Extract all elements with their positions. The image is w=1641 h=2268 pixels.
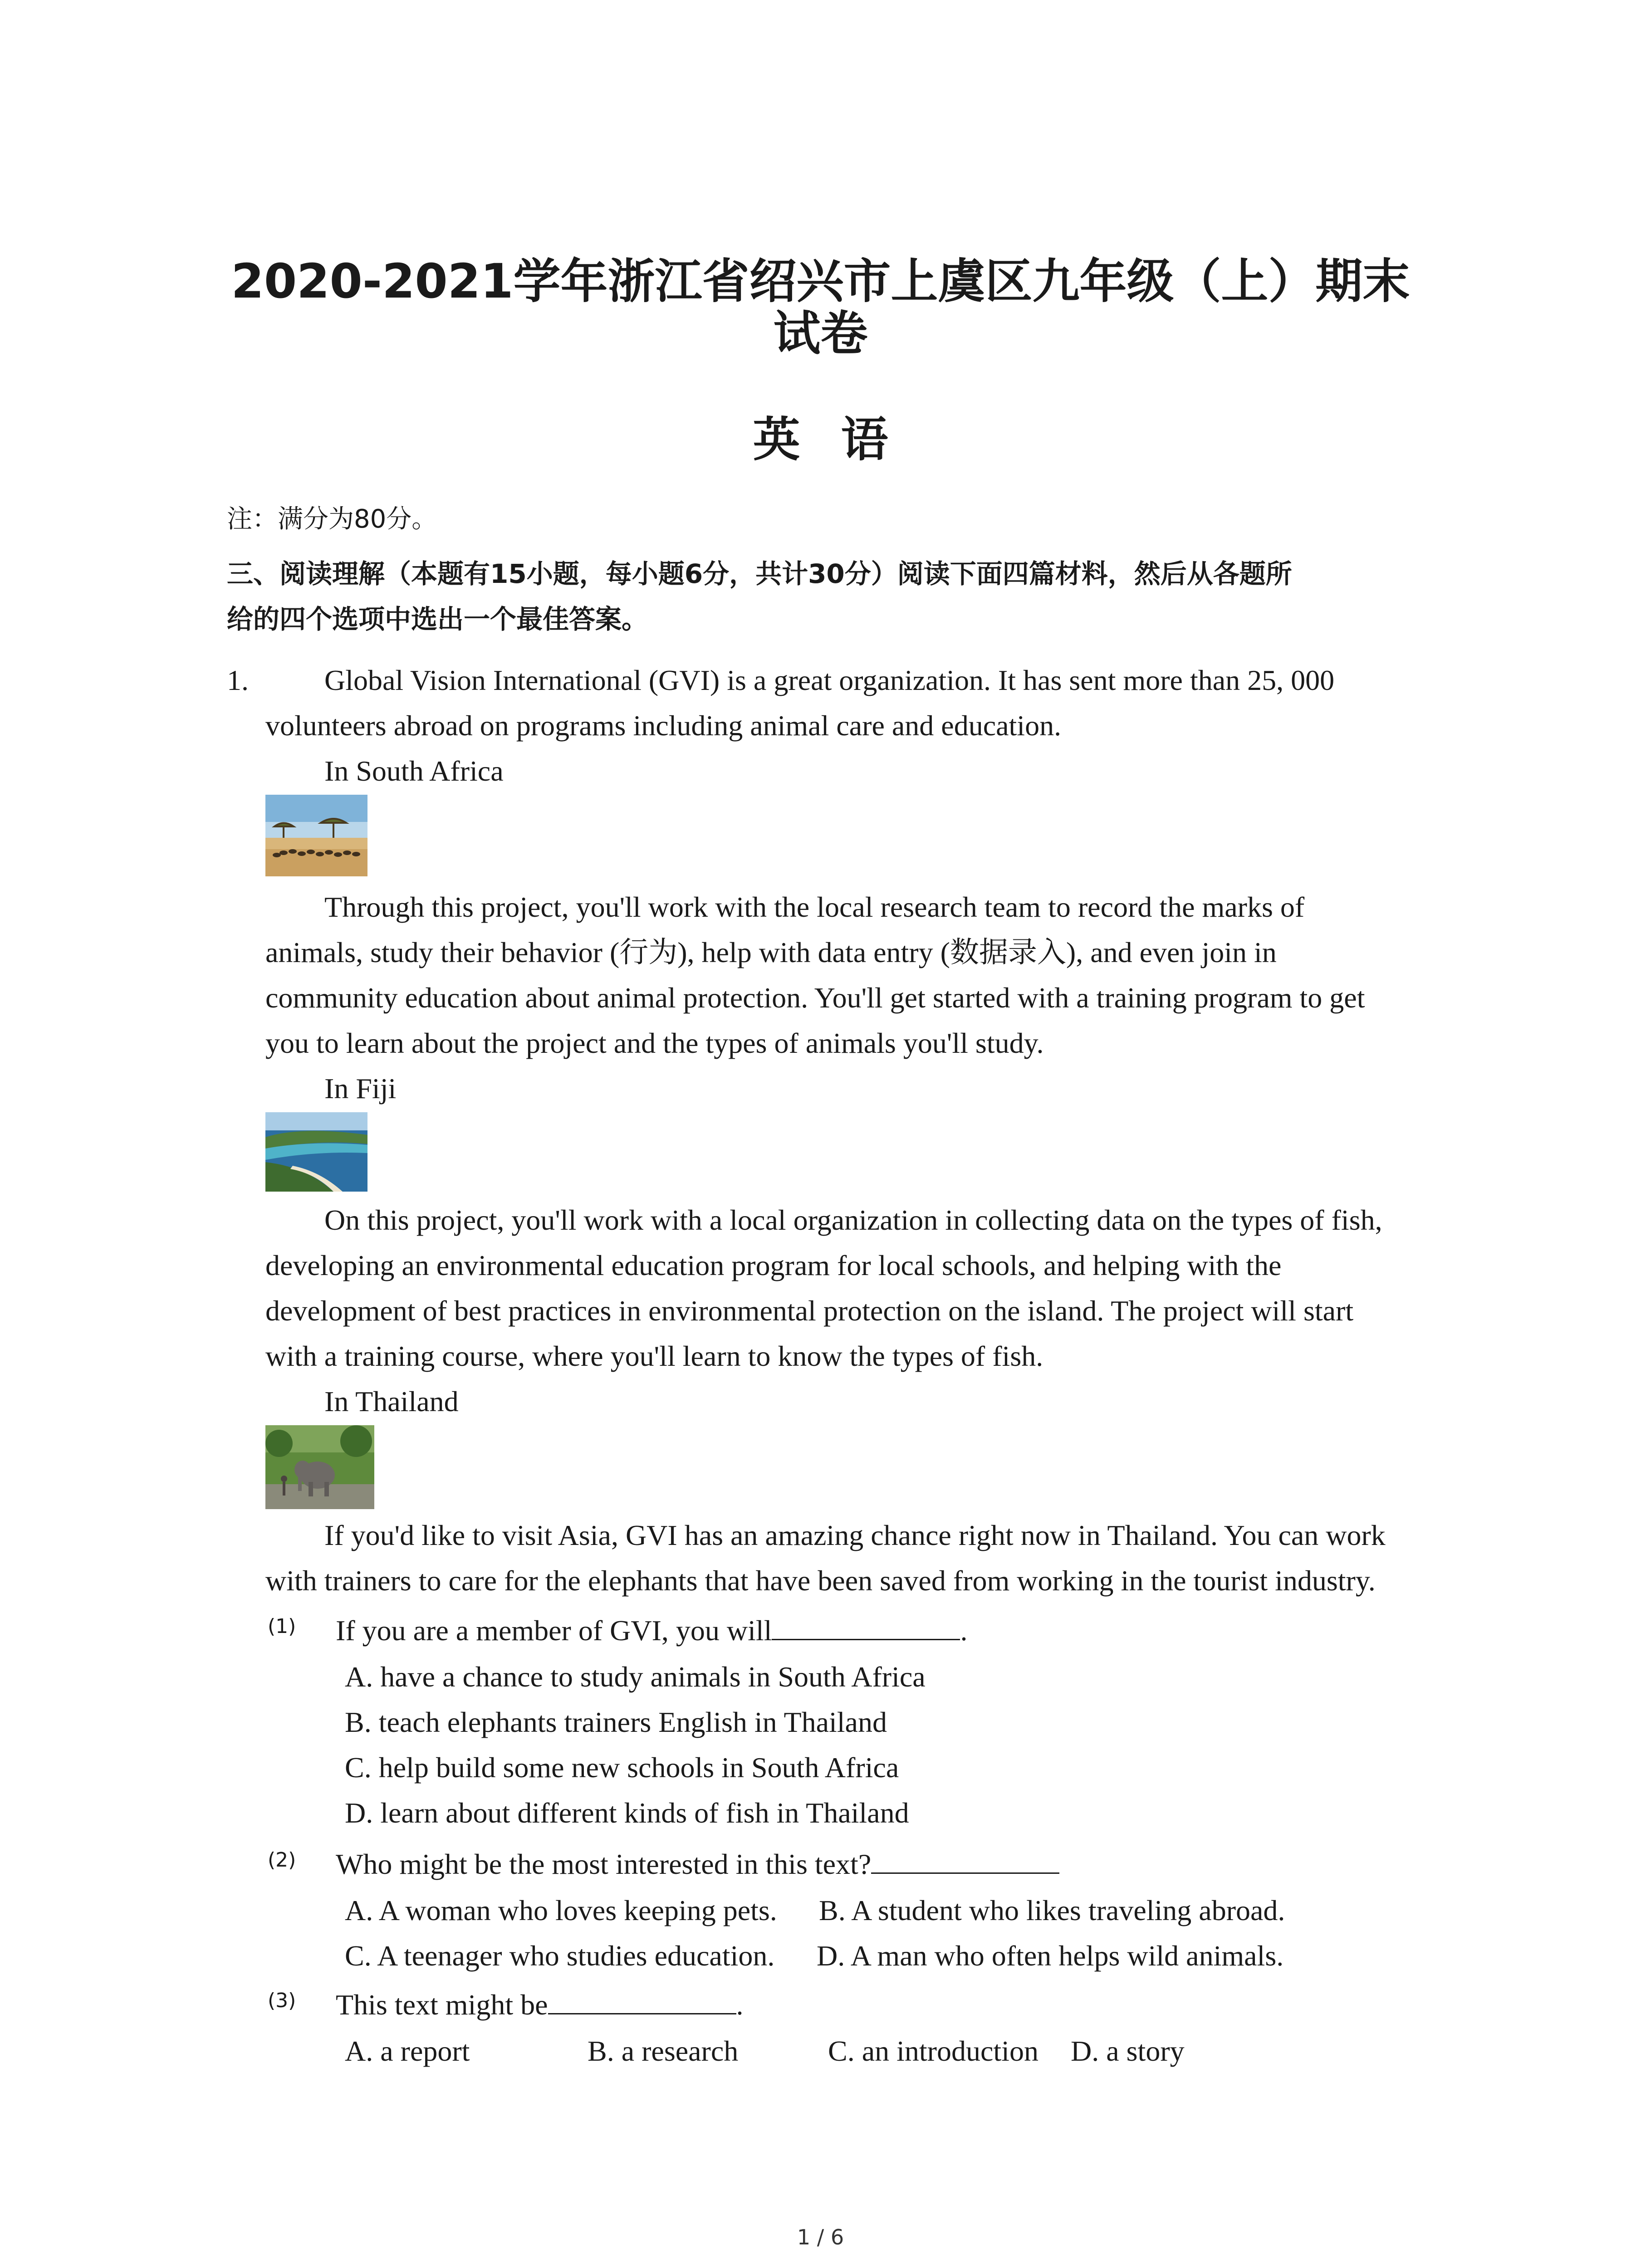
- answer-blank[interactable]: [548, 1986, 736, 2014]
- option-d: D. learn about different kinds of fish in Thailand: [345, 1797, 909, 1829]
- fiji-line-2: developing an environmental education program for local schools, and helping with the: [265, 1249, 1282, 1281]
- fiji-line-3: development of best practices in environmental protection on the island. The project will start: [265, 1295, 1354, 1327]
- fiji-coast-image: [265, 1112, 367, 1192]
- thailand-line-1: If you'd like to visit Asia, GVI has an amazing chance right now in Thailand. You can work: [324, 1519, 1386, 1551]
- thailand-elephant-image: [265, 1425, 374, 1509]
- option-d: D. a story: [1071, 2035, 1185, 2067]
- option-c: C. help build some new schools in South Africa: [345, 1751, 899, 1784]
- answer-blank[interactable]: [871, 1845, 1059, 1874]
- subject-title: 英语: [753, 412, 929, 467]
- option-a: A. have a chance to study animals in South Africa: [345, 1661, 926, 1693]
- answer-blank[interactable]: [772, 1612, 960, 1640]
- south-africa-line-2: animals, study their behavior (行为), help with data entry (数据录入), and even join in: [265, 936, 1277, 968]
- south-africa-heading: In South Africa: [324, 755, 504, 787]
- option-d: D. A man who often helps wild animals.: [817, 1940, 1284, 1972]
- thailand-heading: In Thailand: [324, 1385, 459, 1418]
- question-stem: This text might be .: [336, 1982, 744, 2028]
- page-title-line1: 2020-2021学年浙江省绍兴市上虞区九年级（上）期末: [231, 254, 1410, 309]
- question-number: (1): [268, 1615, 296, 1638]
- question-number: (3): [268, 1989, 296, 2012]
- option-b: B. a research: [588, 2035, 739, 2067]
- option-a: A. a report: [345, 2035, 470, 2067]
- option-b: B. teach elephants trainers English in Thailand: [345, 1706, 887, 1738]
- fiji-line-1: On this project, you'll work with a local organization in collecting data on the types of fish,: [324, 1204, 1382, 1236]
- option-a: A. A woman who loves keeping pets.: [345, 1894, 777, 1926]
- option-c: C. A teenager who studies education.: [345, 1940, 775, 1972]
- south-africa-line-4: you to learn about the project and the types of animals you'll study.: [265, 1027, 1044, 1059]
- fiji-line-4: with a training course, where you'll learn to know the types of fish.: [265, 1340, 1043, 1372]
- score-note: 注：满分为80分。: [227, 504, 437, 534]
- question-stem: If you are a member of GVI, you will .: [336, 1608, 967, 1653]
- intro-line-1: Global Vision International (GVI) is a great organization. It has sent more than 25, 000: [324, 664, 1335, 696]
- south-africa-savanna-image: [265, 795, 367, 876]
- option-c: C. an introduction: [828, 2035, 1038, 2067]
- question-number: (2): [268, 1848, 296, 1872]
- section-heading-line2: 给的四个选项中选出一个最佳答案。: [227, 604, 648, 635]
- fiji-heading: In Fiji: [324, 1072, 397, 1105]
- south-africa-line-1: Through this project, you'll work with the local research team to record the marks of: [324, 891, 1305, 923]
- south-africa-line-3: community education about animal protection. You'll get started with a training program to get: [265, 982, 1365, 1014]
- question-stem: Who might be the most interested in this text?: [336, 1842, 1059, 1887]
- intro-line-2: volunteers abroad on programs including animal care and education.: [265, 709, 1062, 742]
- page-title-line2: 试卷: [773, 306, 868, 361]
- passage-number: 1.: [227, 664, 249, 696]
- section-heading-line1: 三、阅读理解（本题有15小题，每小题6分，共计30分）阅读下面四篇材料，然后从各题所: [227, 558, 1292, 589]
- page-number: 1 / 6: [797, 2225, 844, 2249]
- thailand-line-2: with trainers to care for the elephants that have been saved from working in the tourist industry.: [265, 1564, 1376, 1597]
- option-b: B. A student who likes traveling abroad.: [819, 1894, 1285, 1926]
